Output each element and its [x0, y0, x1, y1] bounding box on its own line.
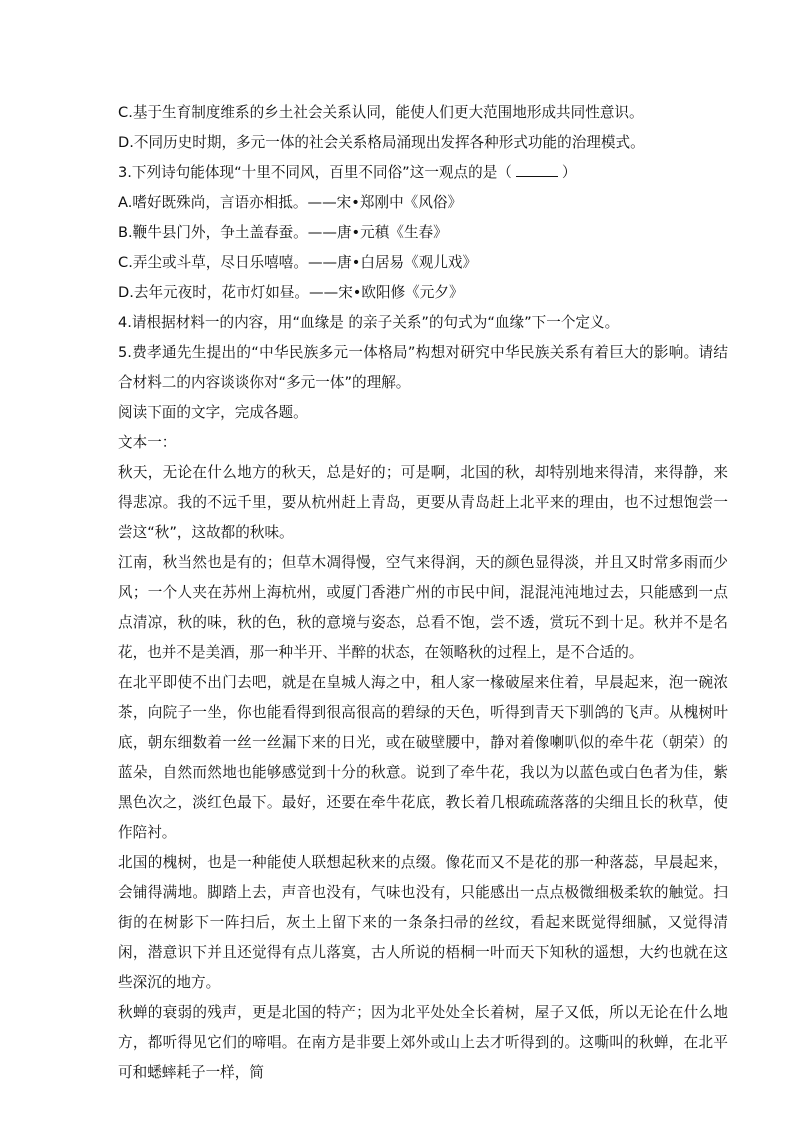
question-3-stem-text: 3.下列诗句能体现“十里不同风，百里不同俗”这一观点的是（ [118, 164, 512, 181]
option-d-prev: D.不同历史时期，多元一体的社会关系格局涌现出发挥各种形式功能的治理模式。 [118, 134, 645, 151]
document-page [118, 98, 728, 1088]
question-4: 4.请根据材料一的内容，用“血缘是 的亲子关系”的句式为“血缘”下一个定义。 [118, 314, 620, 331]
option-c-prev: C.基于生育制度维系的乡土社会关系认同，能使人们更大范围地形成共同性意识。 [118, 104, 644, 121]
paragraph-1: 秋天，无论在什么地方的秋天，总是好的；可是啊，北国的秋，却特别地来得清，来得静，来得悲凉。我的不远千里，要从杭州赶上青岛，更要从青岛赶上北平来的理由，也不过想饱尝一尝这“秋”，这故都的秋味。 [118, 464, 728, 541]
reading-intro: 阅读下面的文字，完成各题。 [118, 404, 308, 421]
answer-blank[interactable] [516, 164, 558, 177]
question-3-stem-close: ） [561, 164, 577, 181]
question-3-option-c: C.弄尘或斗草，尽日乐嘻嘻。——唐•白居易《观儿戏》 [118, 254, 478, 271]
question-3-option-b: B.鞭牛县门外，争土盖春蚕。——唐•元稹《生春》 [118, 224, 448, 241]
question-3-option-a: A.嗜好既殊尚，言语亦相抵。——宋•郑刚中《风俗》 [118, 194, 463, 211]
text1-label: 文本一： [118, 434, 177, 451]
paragraph-4: 北国的槐树，也是一种能使人联想起秋来的点缀。像花而又不是花的那一种落蕊，早晨起来，会铺得满地。脚踏上去，声音也没有，气味也没有，只能感出一点点极微细极柔软的触觉。扫街的在树影下一阵扫后，灰土上留下来的一条条扫帚的丝纹，看起来既觉得细腻，又觉得清闲，潜意识下并且还觉得有点儿落寞，古人所说的梧桐一叶而天下知秋的遥想，大约也就在这些深沉的地方。 [118, 854, 728, 991]
paragraph-2: 江南，秋当然也是有的；但草木凋得慢，空气来得润，天的颜色显得淡，并且又时常多雨而少风；一个人夹在苏州上海杭州，或厦门香港广州的市民中间，混混沌沌地过去，只能感到一点点清凉，秋的味，秋的色，秋的意境与姿态，总看不饱，尝不透，赏玩不到十足。秋并不是名花，也并不是美酒，那一种半开、半醉的状态，在领略秋的过程上，是不合适的。 [118, 554, 728, 661]
paragraph-5: 秋蝉的衰弱的残声，更是北国的特产；因为北平处处全长着树，屋子又低，所以无论在什么地方，都听得见它们的啼唱。在南方是非要上郊外或山上去才听得到的。这嘶叫的秋蝉，在北平可和蟋蟀耗子一样，简 [118, 1004, 728, 1081]
paragraph-3: 在北平即使不出门去吧，就是在皇城人海之中，租人家一椽破屋来住着，早晨起来，泡一碗浓茶，向院子一坐，你也能看得到很高很高的碧绿的天色，听得到青天下驯鸽的飞声。从槐树叶底，朝东细数着一丝一丝漏下来的日光，或在破壁腰中，静对着像喇叭似的牵牛花（朝荣）的蓝朵，自然而然地也能够感觉到十分的秋意。说到了牵牛花，我以为以蓝色或白色者为佳，紫黑色次之，淡红色最下。最好，还要在牵牛花底，教长着几根疏疏落落的尖细且长的秋草，使作陪衬。 [118, 674, 728, 841]
question-3-option-d: D.去年元夜时，花市灯如昼。——宋•欧阳修《元夕》 [118, 284, 464, 301]
question-5: 5.费孝通先生提出的“中华民族多元一体格局”构想对研究中华民族关系有着巨大的影响。请结合材料二的内容谈谈你对“多元一体”的理解。 [118, 344, 728, 391]
question-3-stem [118, 158, 728, 188]
